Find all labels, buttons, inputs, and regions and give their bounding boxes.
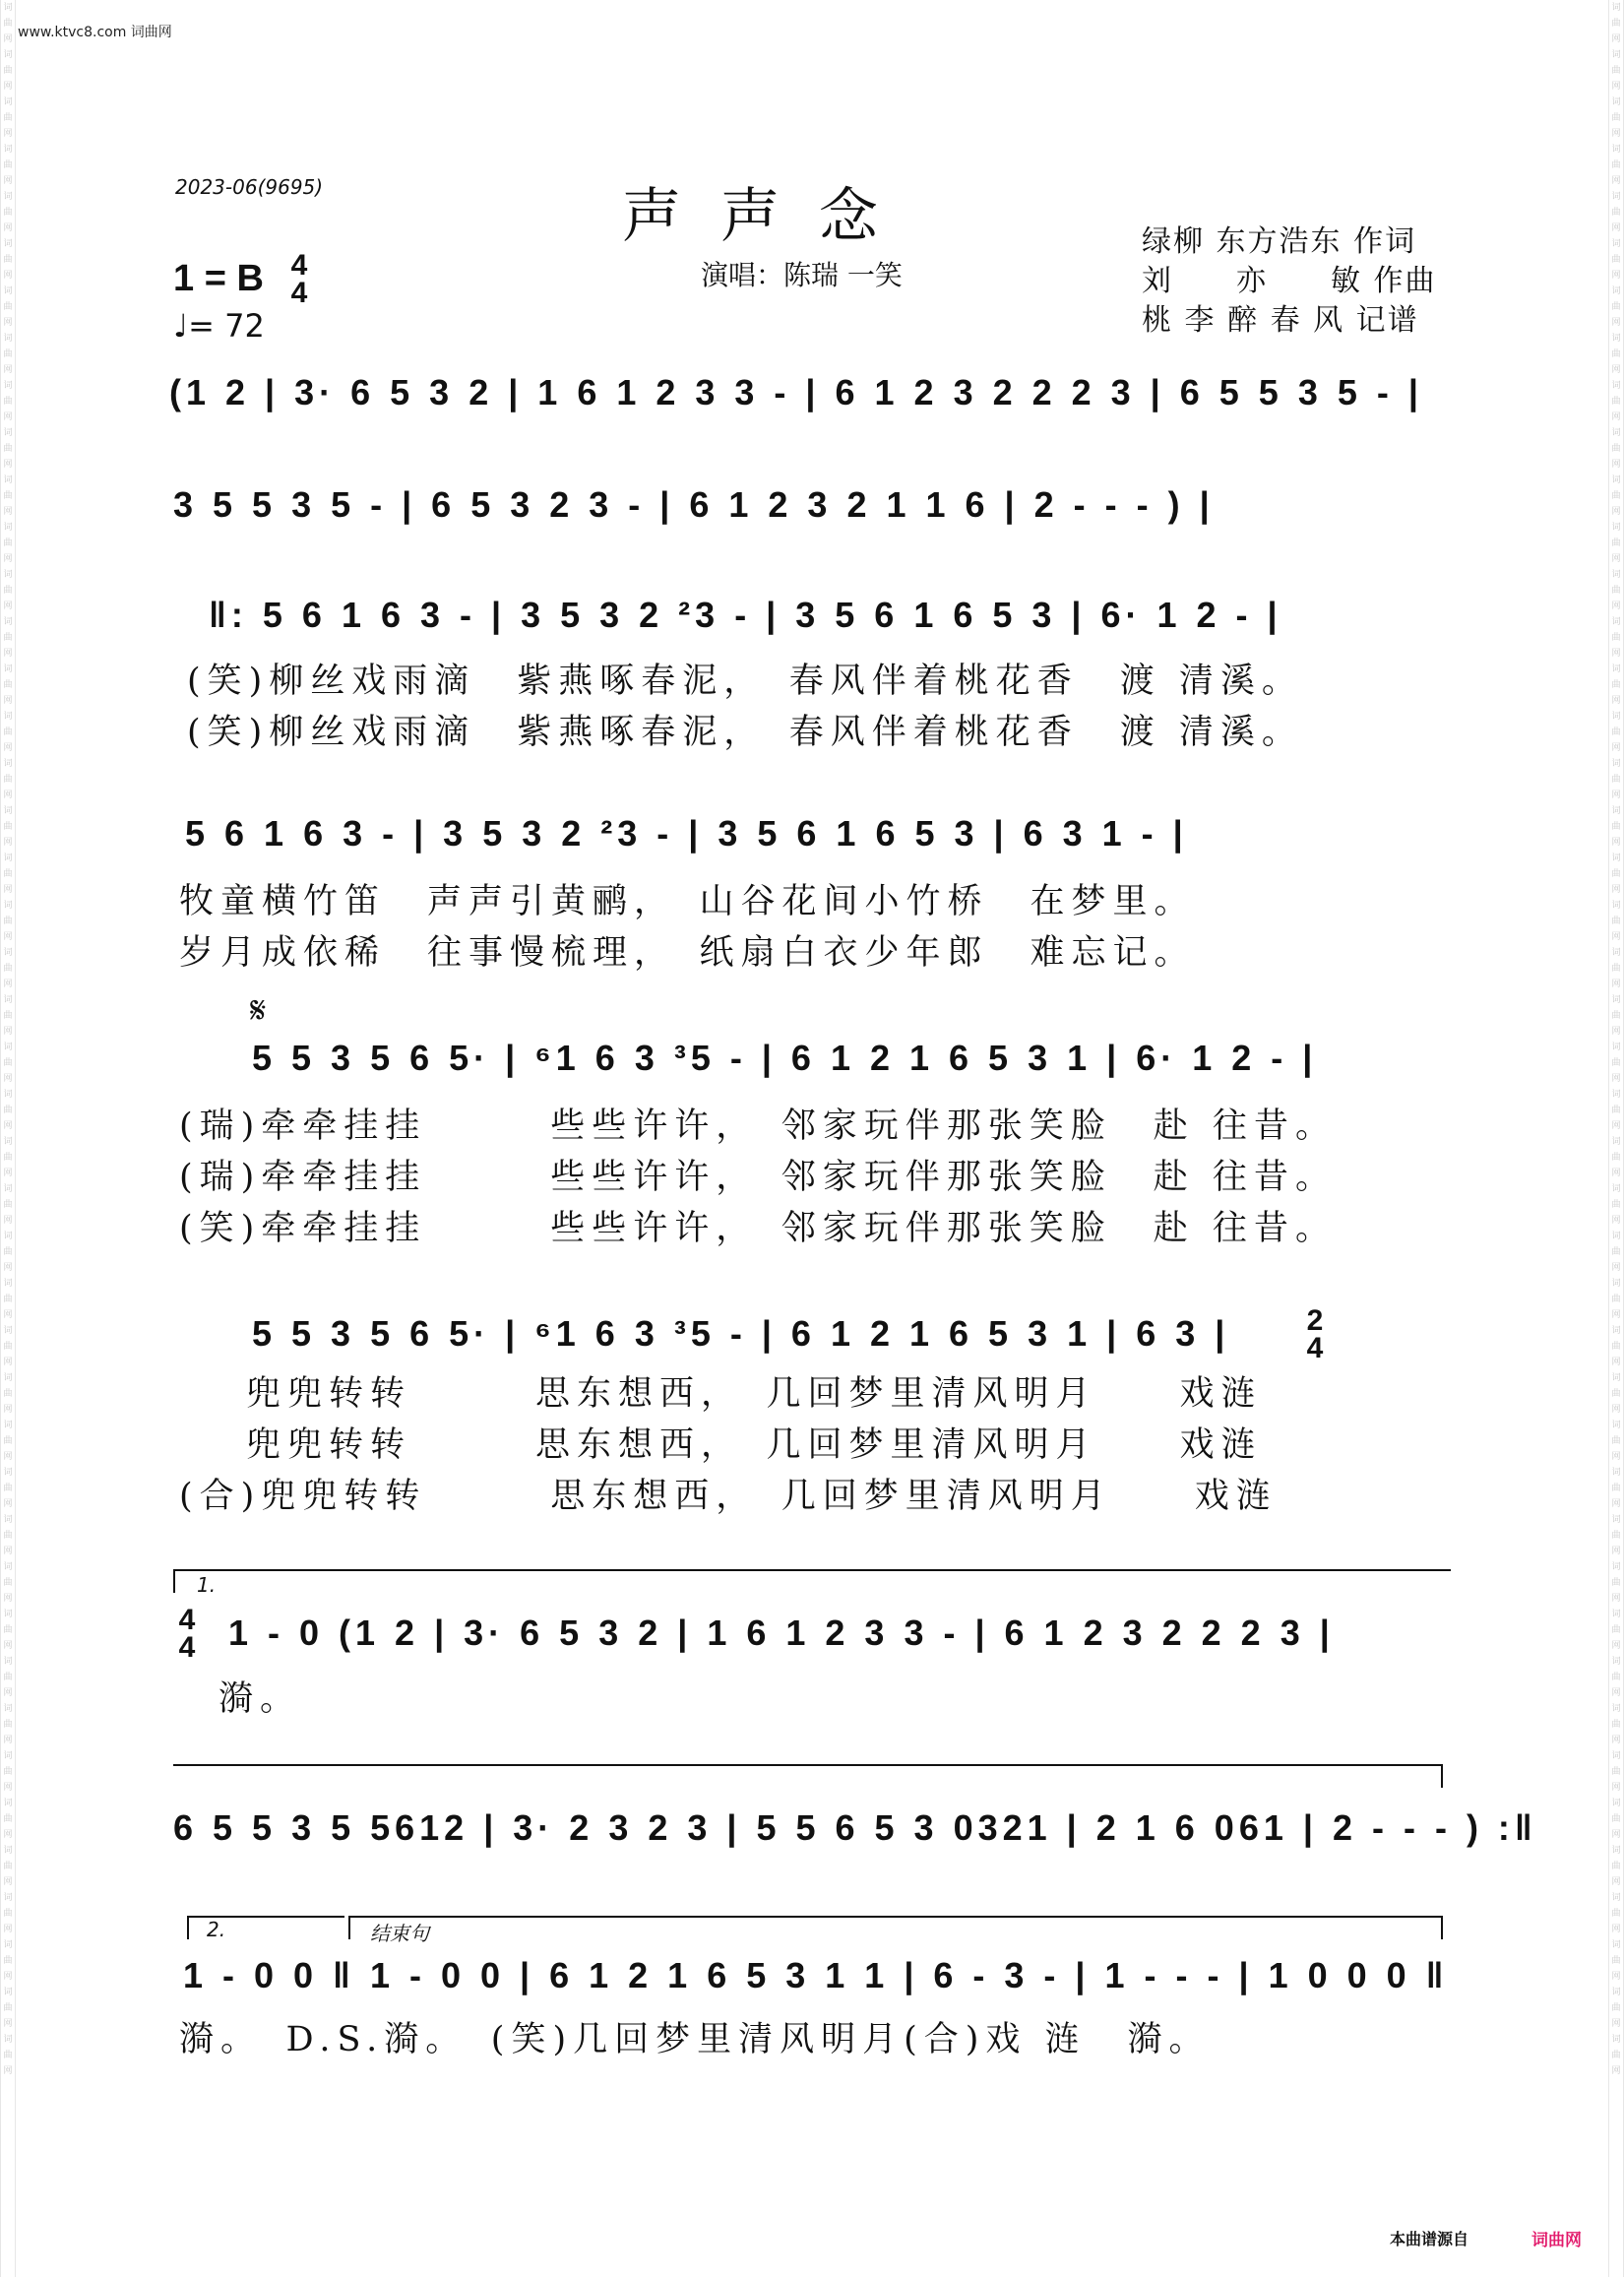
notation-row: 5 5 3 5 6 5· | ⁶1 6 3 ³5 - | 6 1 2 1 6 5 3 1 | 6· 1 2 - | [252,1038,1318,1078]
lyric-line: (笑)牵牵挂挂 些些许许， 邻家玩伴那张笑脸 赴 往昔。 [179,1209,1337,1248]
volta-label: 1. [197,1573,217,1597]
notation-row: (1 2 | 3· 6 5 3 2 | 1 6 1 2 3 3 - | 6 1 2 3 2 2 2 3 | 6 5 5 3 5 - | [169,372,1423,412]
tempo-marking: ♩= 72 [173,307,265,345]
lyric-line: (笑)柳丝戏雨滴 紫燕啄春泥， 春风伴着桃花香 渡 清溪。 [187,713,1303,752]
date-code: 2023-06(9695) [175,175,324,199]
volta-bracket-hook [1441,1764,1443,1788]
time-signature [287,249,311,309]
lyric-line: 岁月成依稀 往事慢梳理， 纸扇白衣少年郎 难忘记。 [179,933,1196,973]
time-signature-top: 4 [290,249,308,282]
notation-row: 1 - 0 0 ‖ 1 - 0 0 | 6 1 2 1 6 5 3 1 1 | 6 - 3 - | 1 - - - | 1 0 0 0 ‖ [183,1955,1449,1995]
time-signature-top: 4 [178,1604,196,1636]
right-watermark-strip: 词曲网词曲网词曲网词曲网词曲网词曲网词曲网词曲网词曲网词曲网词曲网词曲网词曲网词曲网词曲网词曲网词曲网词曲网词曲网词曲网词曲网词曲网词曲网词曲网词曲网词曲网词曲网词曲网词曲网词曲网词曲网词曲网词曲网词曲网词曲网词曲网词曲网词曲网词曲网词曲网词曲网词曲网词曲网词曲网 [1608,0,1624,2277]
volta-label: 2. [207,1918,226,1941]
lyric-line: (瑞)牵牵挂挂 些些许许， 邻家玩伴那张笑脸 赴 往昔。 [179,1107,1337,1146]
time-signature-bottom: 4 [290,277,308,309]
notation-row: ‖: 5 6 1 6 3 - | 3 5 3 2 ²3 - | 3 5 6 1 6 5 3 | 6· 1 2 - | [209,595,1282,635]
lyric-line: 牧童横竹笛 声声引黄鹂， 山谷花间小竹桥 在梦里。 [179,882,1196,921]
lyric-line: (笑)柳丝戏雨滴 紫燕啄春泥， 春风伴着桃花香 渡 清溪。 [187,662,1303,701]
left-watermark-strip: 词曲网词曲网词曲网词曲网词曲网词曲网词曲网词曲网词曲网词曲网词曲网词曲网词曲网词曲网词曲网词曲网词曲网词曲网词曲网词曲网词曲网词曲网词曲网词曲网词曲网词曲网词曲网词曲网词曲网词曲网词曲网词曲网词曲网词曲网词曲网词曲网词曲网词曲网词曲网词曲网词曲网词曲网词曲网词曲网 [0,0,16,2277]
time-signature-bottom: 4 [1306,1332,1324,1364]
notation-row: 3 5 5 3 5 - | 6 5 3 2 3 - | 6 1 2 3 2 1 1 6 | 2 - - - ) | [173,484,1215,525]
footer-brand-link[interactable]: 词曲网 [1531,2231,1582,2250]
lyric-line: (合)兜兜转转 思东想西， 几回梦里清风明月 戏涟 [179,1477,1278,1516]
notation-row: 6 5 5 3 5 5612 | 3· 2 3 2 3 | 5 5 6 5 3 0321 | 2 1 6 061 | 2 - - - ) :‖ [173,1807,1537,1848]
volta-bracket-line [173,1764,1443,1766]
ending-bracket-hook [348,1916,350,1939]
time-signature-change [1303,1304,1327,1364]
credit-composer: 刘 亦 敏 作曲 [1142,264,1437,298]
lyric-line: (瑞)牵牵挂挂 些些许许， 邻家玩伴那张笑脸 赴 往昔。 [179,1158,1337,1197]
notation-row: 5 6 1 6 3 - | 3 5 3 2 ²3 - | 3 5 6 1 6 5 3 | 6 3 1 - | [185,813,1188,854]
performer: 演唱：陈瑞 一笑 [701,259,903,291]
time-signature-top: 2 [1306,1304,1324,1337]
lyric-line: 漪。 [219,1679,302,1719]
credit-transcriber: 桃 李 醉 春 风 记谱 [1142,303,1419,338]
ending-bracket-line [348,1916,1443,1918]
lyric-line: 兜兜转转 思东想西， 几回梦里清风明月 戏涟 [246,1374,1263,1414]
time-signature-change [175,1604,199,1664]
volta-bracket-line [173,1569,1451,1571]
time-signature-bottom: 4 [178,1631,196,1664]
site-header: www.ktvc8.com 词曲网 [18,25,172,40]
volta-bracket-hook [173,1569,175,1593]
credit-lyricist: 绿柳 东方浩东 作词 [1142,224,1417,259]
footer-source-label: 本曲谱源自 [1390,2230,1469,2248]
ending-bracket-hook [1441,1916,1443,1939]
lyric-line: 漪。 D.S.漪。 (笑)几回梦里清风明月(合)戏 涟 漪。 [179,2020,1211,2059]
notation-row: 5 5 3 5 6 5· | ⁶1 6 3 ³5 - | 6 1 2 1 6 5 3 1 | 6 3 | [252,1313,1230,1354]
key-signature: 1 = B [173,258,264,299]
lyric-line: 兜兜转转 思东想西， 几回梦里清风明月 戏涟 [246,1425,1263,1465]
segno-sign: 𝄋 [250,988,267,1032]
ending-label: 结束句 [370,1922,429,1945]
volta-bracket-hook [187,1916,189,1939]
page-title: 声声念 [622,182,917,251]
notation-row: 1 - 0 (1 2 | 3· 6 5 3 2 | 1 6 1 2 3 3 - | 6 1 2 3 2 2 2 3 | [228,1613,1335,1653]
